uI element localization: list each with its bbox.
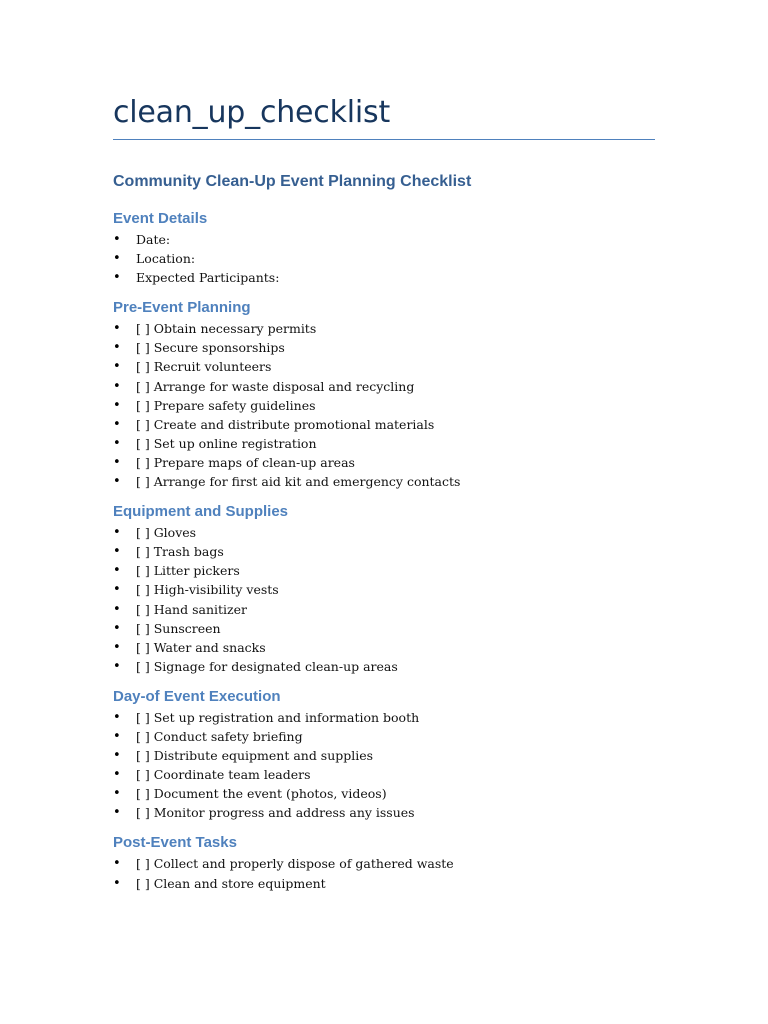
item-list: [113, 523, 673, 676]
item-text: [ ] Recruit volunteers: [136, 359, 272, 375]
main-heading: Community Clean-Up Event Planning Checklist: [113, 173, 472, 190]
bullet-icon: •: [113, 544, 121, 560]
list-item: [113, 746, 673, 765]
bullet-icon: •: [113, 875, 121, 891]
bullet-icon: •: [113, 454, 121, 470]
item-list: [113, 708, 673, 823]
item-text: [ ] Arrange for waste disposal and recycling: [136, 378, 415, 394]
list-item: [113, 854, 673, 873]
item-text: [ ] Trash bags: [136, 544, 224, 560]
bullet-icon: •: [113, 856, 121, 872]
bullet-icon: •: [113, 767, 121, 783]
item-text: [ ] Create and distribute promotional materials: [136, 416, 435, 432]
list-item: [113, 415, 673, 434]
section-heading: Post-Event Tasks: [113, 834, 237, 852]
list-item: [113, 472, 673, 491]
bullet-icon: •: [113, 620, 121, 636]
item-text: [ ] Obtain necessary permits: [136, 321, 317, 337]
bullet-icon: •: [113, 270, 121, 286]
item-text: [ ] Sunscreen: [136, 620, 221, 636]
section-pre-event-planning: [113, 297, 673, 491]
item-text: [ ] Coordinate team leaders: [136, 767, 311, 783]
section-event-details: [113, 208, 673, 287]
item-text: [ ] Distribute equipment and supplies: [136, 748, 374, 764]
item-text: [ ] Secure sponsorships: [136, 340, 285, 356]
item-text: [ ] Arrange for first aid kit and emergency contacts: [136, 474, 461, 490]
item-text: Location:: [136, 251, 196, 267]
bullet-icon: •: [113, 232, 121, 247]
list-item: [113, 619, 673, 638]
item-text: [ ] Gloves: [136, 525, 197, 541]
list-item: [113, 319, 673, 338]
list-item: [113, 638, 673, 657]
bullet-icon: •: [113, 321, 121, 337]
section-equipment-and-supplies: [113, 501, 673, 676]
item-list: [113, 230, 673, 287]
list-item: [113, 249, 673, 268]
bullet-icon: •: [113, 378, 121, 394]
bullet-icon: •: [113, 786, 121, 802]
list-item: [113, 377, 673, 396]
list-item: [113, 523, 673, 542]
section-day-of-event-execution: [113, 686, 673, 823]
item-text: [ ] High-visibility vests: [136, 582, 279, 598]
list-item: [113, 600, 673, 619]
list-item: [113, 784, 673, 803]
item-text: [ ] Hand sanitizer: [136, 601, 247, 617]
item-text: [ ] Collect and properly dispose of gathered waste: [136, 856, 454, 872]
item-text: [ ] Water and snacks: [136, 639, 266, 655]
bullet-icon: •: [113, 359, 121, 375]
bullet-icon: •: [113, 601, 121, 617]
bullet-icon: •: [113, 728, 121, 744]
list-item: [113, 396, 673, 415]
list-item: [113, 727, 673, 746]
document-body: [113, 170, 673, 893]
item-text: [ ] Prepare maps of clean-up areas: [136, 454, 355, 470]
list-item: [113, 765, 673, 784]
bullet-icon: •: [113, 397, 121, 413]
bullet-icon: •: [113, 639, 121, 655]
item-list: [113, 854, 673, 892]
list-item: [113, 357, 673, 376]
section-heading: Equipment and Supplies: [113, 503, 289, 521]
item-text: [ ] Signage for designated clean-up areas: [136, 658, 398, 674]
document-title: clean_up_checklist: [113, 95, 391, 130]
bullet-icon: •: [113, 563, 121, 579]
bullet-icon: •: [113, 340, 121, 356]
bullet-icon: •: [113, 805, 121, 821]
list-item: [113, 708, 673, 727]
section-post-event-tasks: [113, 832, 673, 892]
list-item: [113, 338, 673, 357]
item-text: [ ] Set up online registration: [136, 435, 317, 451]
list-item: [113, 803, 673, 822]
item-text: [ ] Set up registration and information booth: [136, 709, 420, 725]
section-heading: Event Details: [113, 210, 208, 227]
list-item: [113, 434, 673, 453]
section-heading: Pre-Event Planning: [113, 299, 251, 317]
item-text: [ ] Clean and store equipment: [136, 875, 326, 891]
bullet-icon: •: [113, 658, 121, 674]
list-item: [113, 874, 673, 893]
bullet-icon: •: [113, 435, 121, 451]
bullet-icon: •: [113, 251, 121, 267]
section-heading: Day-of Event Execution: [113, 687, 281, 705]
bullet-icon: •: [113, 474, 121, 490]
title-divider: [113, 139, 655, 140]
item-text: [ ] Prepare safety guidelines: [136, 397, 316, 413]
item-text: [ ] Litter pickers: [136, 563, 240, 579]
bullet-icon: •: [113, 709, 121, 725]
item-text: [ ] Conduct safety briefing: [136, 728, 303, 744]
item-text: [ ] Document the event (photos, videos): [136, 786, 387, 802]
list-item: [113, 657, 673, 676]
list-item: [113, 542, 673, 561]
list-item: [113, 230, 673, 249]
item-text: Expected Participants:: [136, 270, 280, 286]
list-item: [113, 268, 673, 287]
list-item: [113, 453, 673, 472]
bullet-icon: •: [113, 748, 121, 764]
list-item: [113, 561, 673, 580]
item-list: [113, 319, 673, 491]
bullet-icon: •: [113, 416, 121, 432]
item-text: Date:: [136, 232, 171, 247]
list-item: [113, 580, 673, 599]
item-text: [ ] Monitor progress and address any issues: [136, 805, 415, 821]
bullet-icon: •: [113, 582, 121, 598]
bullet-icon: •: [113, 525, 121, 541]
